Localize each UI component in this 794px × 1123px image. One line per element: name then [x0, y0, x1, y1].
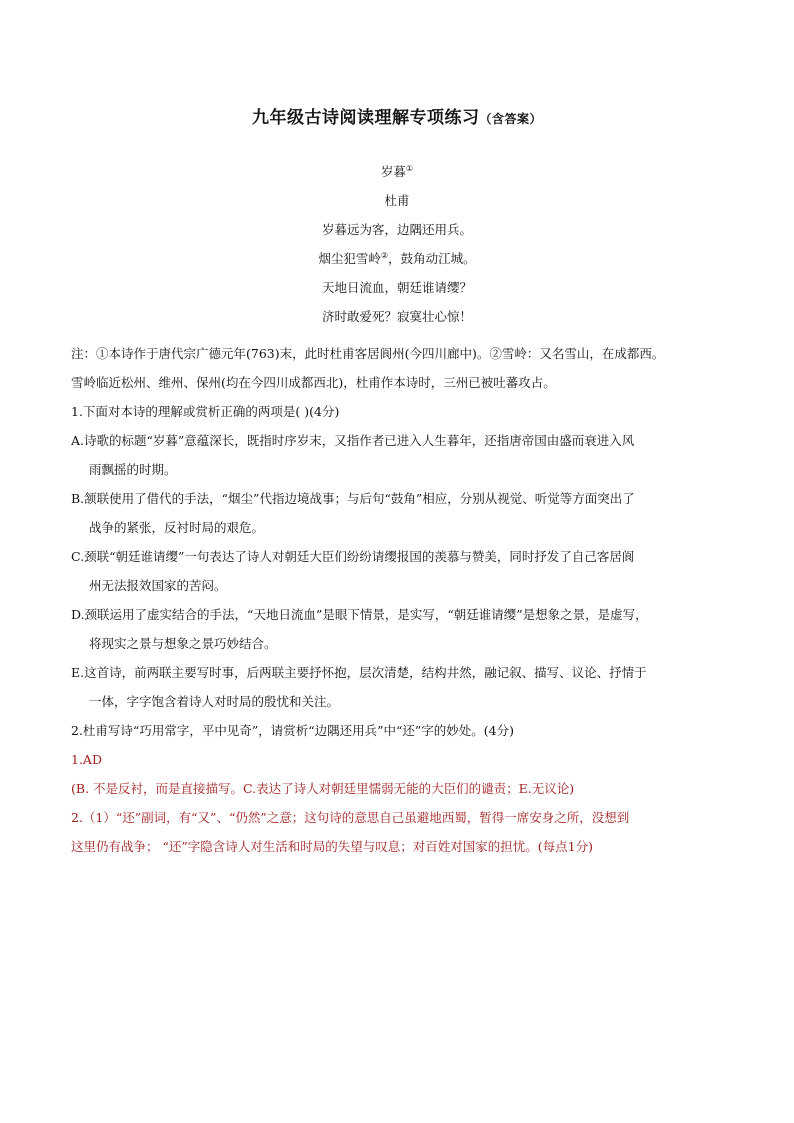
answer-2-line-1: 2.（1）“还”副词，有“又”、“仍然”之意；这句诗的意思自己虽避地西蜀，暂得一席安身之所，没想到: [71, 810, 630, 825]
option-a-line-1: A.诗歌的标题“岁暮”意蕴深长，既指时序岁末，又指作者已进入人生暮年，还指唐帝国由盛而衰进入风: [71, 433, 635, 448]
title-suffix: （含答案）: [479, 112, 542, 126]
answer-1: 1.AD: [71, 752, 102, 767]
poem-line-3: 天地日流血，朝廷谁请缨？: [321, 280, 472, 295]
answer-2-line-2: 这里仍有战争； “还”字隐含诗人对生活和时局的失望与叹息；对百姓对国家的担忧。(每点1分): [71, 839, 593, 854]
note-line-1: 注：①本诗作于唐代宗广德元年(763)末，此时杜甫客居阆州(今四川廊中)。②雪岭：又名雪山，在成都西。: [71, 346, 665, 361]
question-1: 1.下面对本诗的理解或赏析正确的两项是( )(4分): [71, 404, 340, 419]
footnote-mark-2: ②: [380, 250, 389, 260]
note-line-2: 雪岭临近松州、维州、保州(均在今四川成都西北)，杜甫作本诗时，三州已被吐蕃攻占。: [71, 375, 556, 390]
question-2: 2.杜甫写诗“巧用常字，平中见奇”，请赏析“边隅还用兵”中“还”字的妙处。(4分): [71, 723, 514, 738]
option-d-line-1: D.颈联运用了虚实结合的手法，“天地日流血”是眼下情景，是实写，“朝廷谁请缨”是想象之景，是虚写，: [71, 607, 648, 622]
answer-1-explanation: (B. 不是反衬，而是直接描写。C.表达了诗人对朝廷里懦弱无能的大臣们的谴责；E.无议论): [71, 781, 575, 796]
title-main: 九年级古诗阅读理解专项练习: [251, 108, 480, 128]
option-b-line-1: B.颔联使用了借代的手法，“烟尘”代指边境战事；与后句“鼓角”相应，分别从视觉、听觉等方面突出了: [71, 491, 635, 506]
option-c-line-1: C.颈联“朝廷谁请缨”一句表达了诗人对朝廷大臣们纷纷请缨报国的羡慕与赞美，同时抒发了自己客居阆: [71, 549, 635, 564]
option-d-line-2: 将现实之景与想象之景巧妙结合。: [89, 636, 277, 651]
poem-author: 杜甫: [384, 193, 410, 208]
option-e-line-1: E.这首诗，前两联主要写时事，后两联主要抒怀抱，层次清楚，结构井然，融记叙、描写、议论、抒情于: [71, 665, 647, 680]
page-title: [0, 103, 794, 128]
poem-line-4: 济时敢爱死？寂寞壮心惊！: [321, 309, 472, 324]
option-a-line-2: 雨飘摇的时期。: [89, 462, 177, 477]
footnote-mark-1: ①: [405, 163, 414, 173]
poem-line-1: 岁暮远为客，边隅还用兵。: [321, 222, 472, 237]
option-e-line-2: 一体，字字饱含着诗人对时局的殷忧和关注。: [89, 694, 340, 709]
option-b-line-2: 战争的紧张，反衬时局的艰危。: [89, 520, 265, 535]
poem-line-2: 烟尘犯雪岭②，鼓角动江城。: [318, 250, 476, 266]
poem-block: [0, 162, 794, 336]
poem-title: 岁暮①: [380, 163, 414, 179]
option-c-line-2: 州无法报效国家的苦闷。: [89, 578, 227, 593]
body-text: [71, 339, 731, 861]
